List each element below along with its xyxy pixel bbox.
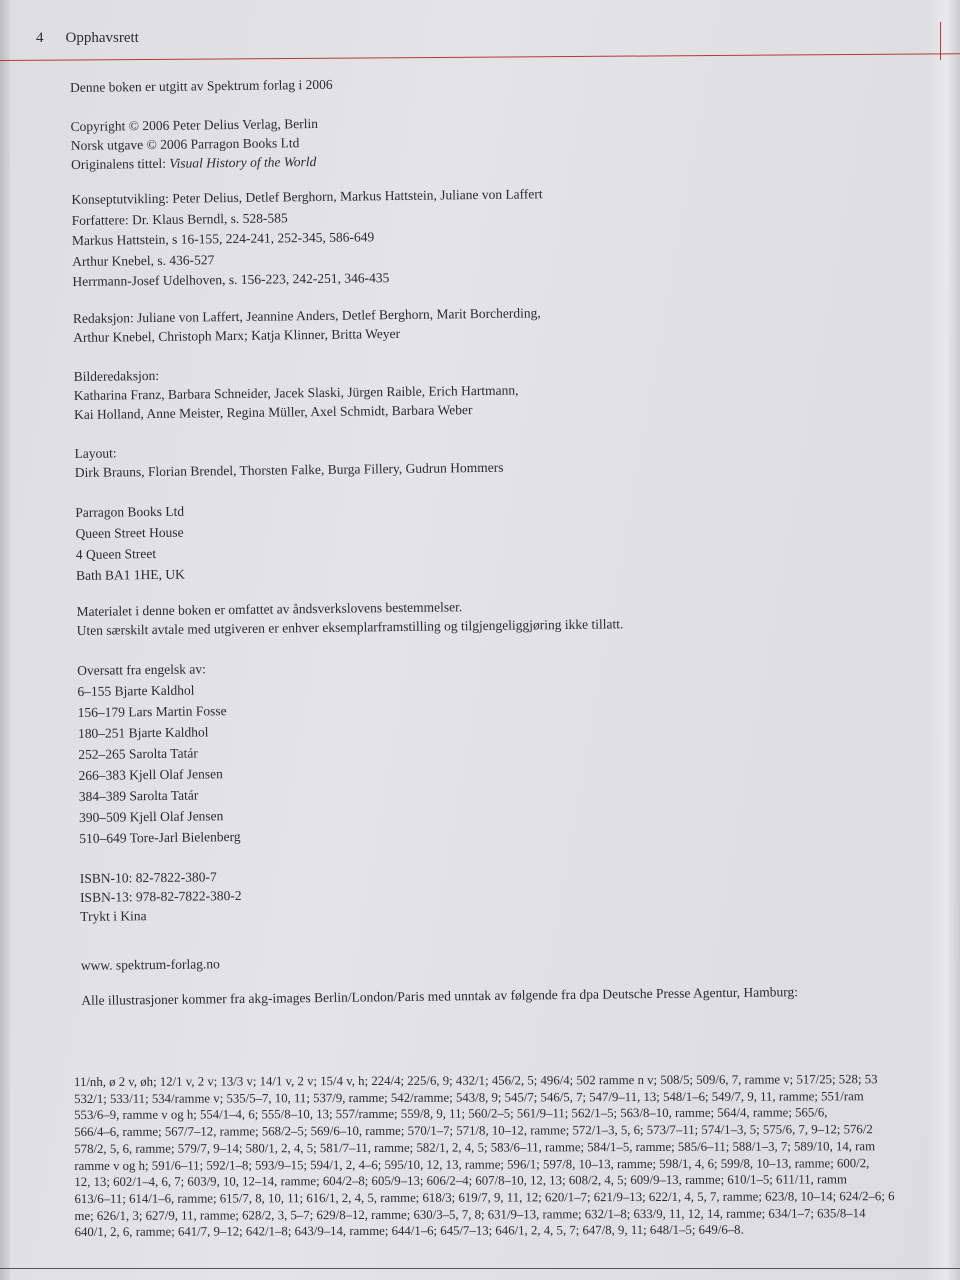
translator-entry: 252–265 Sarolta Tatár: [78, 744, 198, 762]
translator-entry: 384–389 Sarolta Tatár: [78, 786, 199, 804]
translator-entry: 156–179 Lars Martin Fosse: [77, 702, 227, 720]
photo-credits: [74, 1071, 960, 1242]
printed-in: Trykt i Kina: [80, 907, 147, 924]
translation-label: Oversatt fra engelsk av:: [77, 660, 206, 678]
page-edge-left: [0, 0, 10, 1280]
rights-line: Uten særskilt avtale med utgiveren er enhver eksemplarframstilling og tilgjengeliggjøring ikke tillatt.: [76, 615, 624, 638]
intro-block: [70, 67, 960, 97]
website-url: www. spektrum-forlag.no: [80, 955, 220, 973]
copyright-line: Norsk utgave © 2006 Parragon Books Ltd: [70, 135, 300, 153]
original-title: Visual History of the World: [169, 153, 317, 171]
credit-line: 553/6–9, ramme v og h; 554/1–4, 6; 555/8–10, 13; 557/ramme; 559/8, 9, 11; 560/2–5; 561/9–11; 562/1–5; 563/8–10, ramme; 564/4, ramme; 565/6,: [74, 1105, 828, 1123]
rights-line: Materialet i denne boken er omfattet av åndsverkslovens bestemmelser.: [76, 598, 463, 619]
editorial-line: Arthur Knebel, Christoph Marx; Katja Klinner, Britta Weyer: [73, 325, 401, 345]
address-line: 4 Queen Street: [75, 545, 157, 562]
header-rule-tick: [940, 22, 941, 60]
address-line: Parragon Books Ltd: [75, 503, 185, 520]
rights-block: [76, 590, 960, 639]
address-line: Queen Street House: [75, 524, 184, 541]
address-line: Bath BA1 1HE, UK: [75, 566, 185, 583]
original-title-label: Originalens tittel:: [70, 155, 170, 172]
credit-line: me; 626/1, 3; 627/9, 11, ramme; 628/2, 3, 5–7; 629/8–12, ramme; 630/3–5, 7, 8; 631/9–13, ramme; 632/1–8; 633/9, 11, 12, 14, ramme; 634/1–7; 635/8–14: [74, 1205, 866, 1223]
layout-credit-block: [74, 432, 960, 481]
credit-line: 532/1; 533/11; 534/ramme v; 535/5–7, 10, 11; 537/9, ramme; 542/ramme; 543/8, 9; 545/7; 546/5, 7; 547/9–11, 13; 548/1–6; 549/7, 9, 11, ramme; 551/ram: [74, 1088, 864, 1106]
translator-entry: 510–649 Tore-Jarl Bielenberg: [79, 828, 241, 846]
copyright-line: Copyright © 2006 Peter Delius Verlag, Berlin: [70, 115, 319, 134]
publisher-address: [75, 490, 960, 585]
isbn-block: [80, 857, 960, 925]
concept-line: Forfattere: Dr. Klaus Berndl, s. 528-585: [71, 209, 288, 228]
header-rule: [0, 53, 960, 61]
website-block: [81, 944, 960, 974]
translator-entry: 180–251 Bjarte Kaldhol: [77, 723, 209, 741]
layout-label: Layout:: [74, 444, 117, 461]
illustrations-note-block: [81, 979, 960, 1009]
translator-entry: 6–155 Bjarte Kaldhol: [77, 682, 195, 699]
translation-block: [77, 648, 960, 848]
picture-editorial-line: Kai Holland, Anne Meister, Regina Müller, Axel Schmidt, Barbara Weber: [74, 401, 473, 422]
picture-editorial-line: Katharina Franz, Barbara Schneider, Jacek Slaski, Jürgen Raible, Erich Hartmann,: [73, 382, 519, 403]
editorial-block: [73, 297, 960, 346]
page-number: 4: [36, 30, 44, 46]
concept-line: Arthur Knebel, s. 436-527: [72, 251, 215, 269]
credit-line: 578/2, 5, 6, ramme; 579/7, 9–14; 580/1, 2, 4, 5; 581/7–11, ramme; 582/1, 2, 4, 5; 583/6–11, ramme; 584/1–5, ramme; 585/6–11; 588/1–3, 7; 589/10, 14, ram: [74, 1139, 876, 1156]
concept-line: Konseptutvikling: Peter Delius, Detlef Berghorn, Markus Hattstein, Juliane von Laffert: [71, 186, 543, 207]
credit-line: 12, 13; 602/1–4, 6, 7; 603/9, 10, 12–14, ramme; 604/2–8; 605/9–13; 606/2–4; 607/8–10, 12, 13; 608/2, 4, 5; 609/9–13, ramme; 610/1–5; 611/11, ramm: [74, 1172, 847, 1190]
intro-line: Denne boken er utgitt av Spektrum forlag i 2006: [70, 76, 333, 95]
concept-block: [71, 179, 960, 292]
concept-line: Markus Hattstein, s 16-155, 224-241, 252-345, 586-649: [71, 229, 375, 248]
credit-line: ramme v og h; 591/6–11; 592/1–8; 593/9–15; 594/1, 2, 4–6; 595/10, 12, 13, ramme; 596/1; 597/8, 10–13, ramme; 598/1, 4, 6; 599/8, 10–13, ramme; 600/2,: [74, 1155, 870, 1173]
credit-line: 640/1, 2, 6, ramme; 641/7, 9–12; 642/1–8; 643/9–14, ramme; 644/1–6; 645/7–13; 646/1, 2, 4, 5, 7; 647/8, 9, 11; 648/1–5; 649/6–8.: [74, 1222, 744, 1240]
credit-line: 613/6–11; 614/1–6, ramme; 615/7, 8, 10, 11; 616/1, 2, 4, 5, ramme; 618/3; 619/7, 9, 11, 12; 620/1–7; 621/9–13; 622/1, 4, 5, 7, ramme; 623/8, 10–14; 624/2–6; 6: [74, 1189, 895, 1206]
concept-line: Herrmann-Josef Udelhoven, s. 156-223, 242-251, 346-435: [72, 270, 390, 289]
colophon-text: [70, 67, 960, 1009]
translator-entry: 266–383 Kjell Olaf Jensen: [78, 765, 223, 783]
credit-line: 11/nh, ø 2 v, øh; 12/1 v, 2 v; 13/3 v; 14/1 v, 2 v; 15/4 v, h; 224/4; 225/6, 9; 432/1; 456/2, 5; 496/4; 502 ramme n v; 508/5; 509/6, 7, ramme v; 517/25; 528; 53: [74, 1072, 878, 1089]
translator-entry: 390–509 Kjell Olaf Jensen: [78, 807, 224, 825]
chapter-title: Opphavsrett: [65, 30, 139, 46]
copyright-block: [70, 106, 960, 174]
illustrations-note: Alle illustrasjoner kommer fra akg-images Berlin/London/Paris med unntak av følgende fra dpa Deutsche Presse Agentur, Hamburg:: [81, 983, 799, 1008]
isbn-13: ISBN-13: 978-82-7822-380-2: [79, 887, 242, 905]
layout-names: Dirk Brauns, Florian Brendel, Thorsten Falke, Burga Fillery, Gudrun Hommers: [74, 459, 504, 480]
editorial-line: Redaksjon: Juliane von Laffert, Jeannine Anders, Detlef Berghorn, Marit Borcherding,: [72, 304, 541, 326]
picture-editorial-label: Bilderedaksjon:: [73, 367, 160, 384]
credit-line: 566/4–6, ramme; 567/7–12, ramme; 568/2–5; 569/6–10, ramme; 570/1–7; 571/8, 10–12, ramme; 572/1–3, 5, 6; 573/7–11; 574/1–3, 5; 575/6, 7, 9–12; 576/2: [74, 1122, 873, 1140]
footer-rule: [0, 1268, 960, 1269]
running-header: [36, 30, 139, 47]
isbn-10: ISBN-10: 82-7822-380-7: [79, 868, 217, 886]
picture-editorial-block: [74, 355, 960, 423]
